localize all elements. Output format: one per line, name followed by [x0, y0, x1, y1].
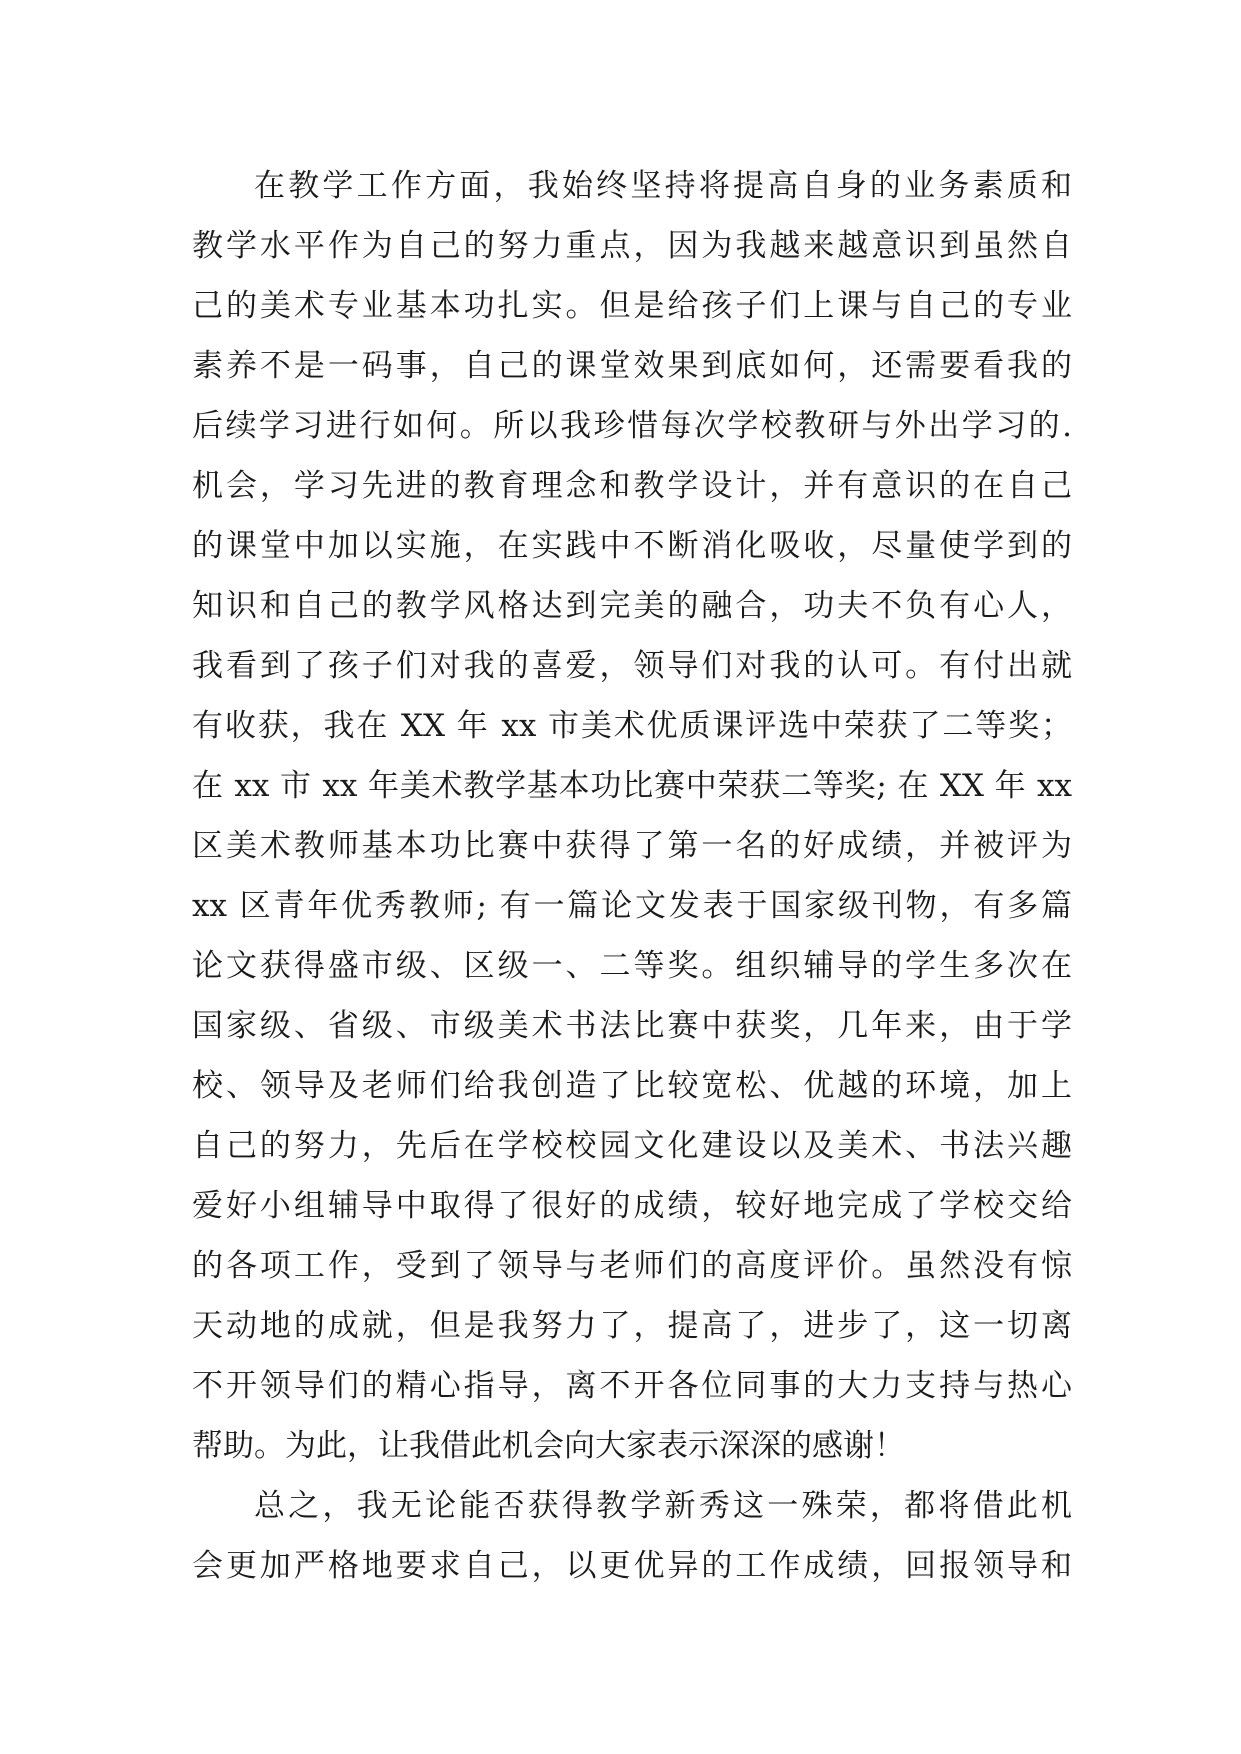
paragraph-1-line-12: 区美术教师基本功比赛中获得了第一名的好成绩，并被评为	[192, 828, 1072, 864]
paragraph-1-line-21: 不开领导们的精心指导，离不开各位同事的大力支持与热心	[192, 1368, 1072, 1404]
paragraph-1-line-14: 论文获得盛市级、区级一、二等奖。组织辅导的学生多次在	[192, 948, 1072, 984]
paragraph-1-line-2: 教学水平作为自己的努力重点，因为我越来越意识到虽然自	[192, 228, 1072, 264]
paragraph-2-line-1: 总之，我无论能否获得教学新秀这一殊荣，都将借此机	[254, 1488, 1072, 1524]
paragraph-1-line-7: 的课堂中加以实施，在实践中不断消化吸收，尽量使学到的	[192, 528, 1072, 564]
paragraph-1-line-18: 爱好小组辅导中取得了很好的成绩，较好地完成了学校交给	[192, 1188, 1072, 1224]
paragraph-1-line-6: 机会，学习先进的教育理念和教学设计，并有意识的在自己	[192, 468, 1072, 504]
paragraph-1-line-8: 知识和自己的教学风格达到完美的融合，功夫不负有心人，	[192, 588, 1072, 624]
paragraph-1-line-13: xx 区青年优秀教师; 有一篇论文发表于国家级刊物，有多篇	[192, 888, 1072, 924]
paragraph-1-line-1: 在教学工作方面，我始终坚持将提高自身的业务素质和	[254, 168, 1072, 204]
body-text	[192, 156, 1072, 1596]
paragraph-1-line-15: 国家级、省级、市级美术书法比赛中获奖，几年来，由于学	[192, 1008, 1072, 1044]
paragraph-1-line-10: 有收获，我在 XX 年 xx 市美术优质课评选中荣获了二等奖；	[192, 708, 1072, 744]
paragraph-1-line-4: 素养不是一码事，自己的课堂效果到底如何，还需要看我的	[192, 348, 1072, 384]
paragraph-1-line-16: 校、领导及老师们给我创造了比较宽松、优越的环境，加上	[192, 1068, 1072, 1104]
paragraph-1-line-11: 在 xx 市 xx 年美术教学基本功比赛中荣获二等奖; 在 XX 年 xx	[192, 768, 1072, 804]
paragraph-1-line-22: 帮助。为此，让我借此机会向大家表示深深的感谢！	[192, 1428, 905, 1464]
paragraph-1-line-5: 后续学习进行如何。所以我珍惜每次学校教研与外出学习的.	[192, 408, 1072, 444]
paragraph-1-line-19: 的各项工作，受到了领导与老师们的高度评价。虽然没有惊	[192, 1248, 1072, 1284]
paragraph-2-line-2: 会更加严格地要求自己，以更优异的工作成绩，回报领导和	[192, 1548, 1072, 1584]
paragraph-1-line-17: 自己的努力，先后在学校校园文化建设以及美术、书法兴趣	[192, 1128, 1072, 1164]
paragraph-1-line-9: 我看到了孩子们对我的喜爱，领导们对我的认可。有付出就	[192, 648, 1072, 684]
paragraph-1-line-20: 天动地的成就，但是我努力了，提高了，进步了，这一切离	[192, 1308, 1072, 1344]
paragraph-1-line-3: 己的美术专业基本功扎实。但是给孩子们上课与自己的专业	[192, 288, 1072, 324]
